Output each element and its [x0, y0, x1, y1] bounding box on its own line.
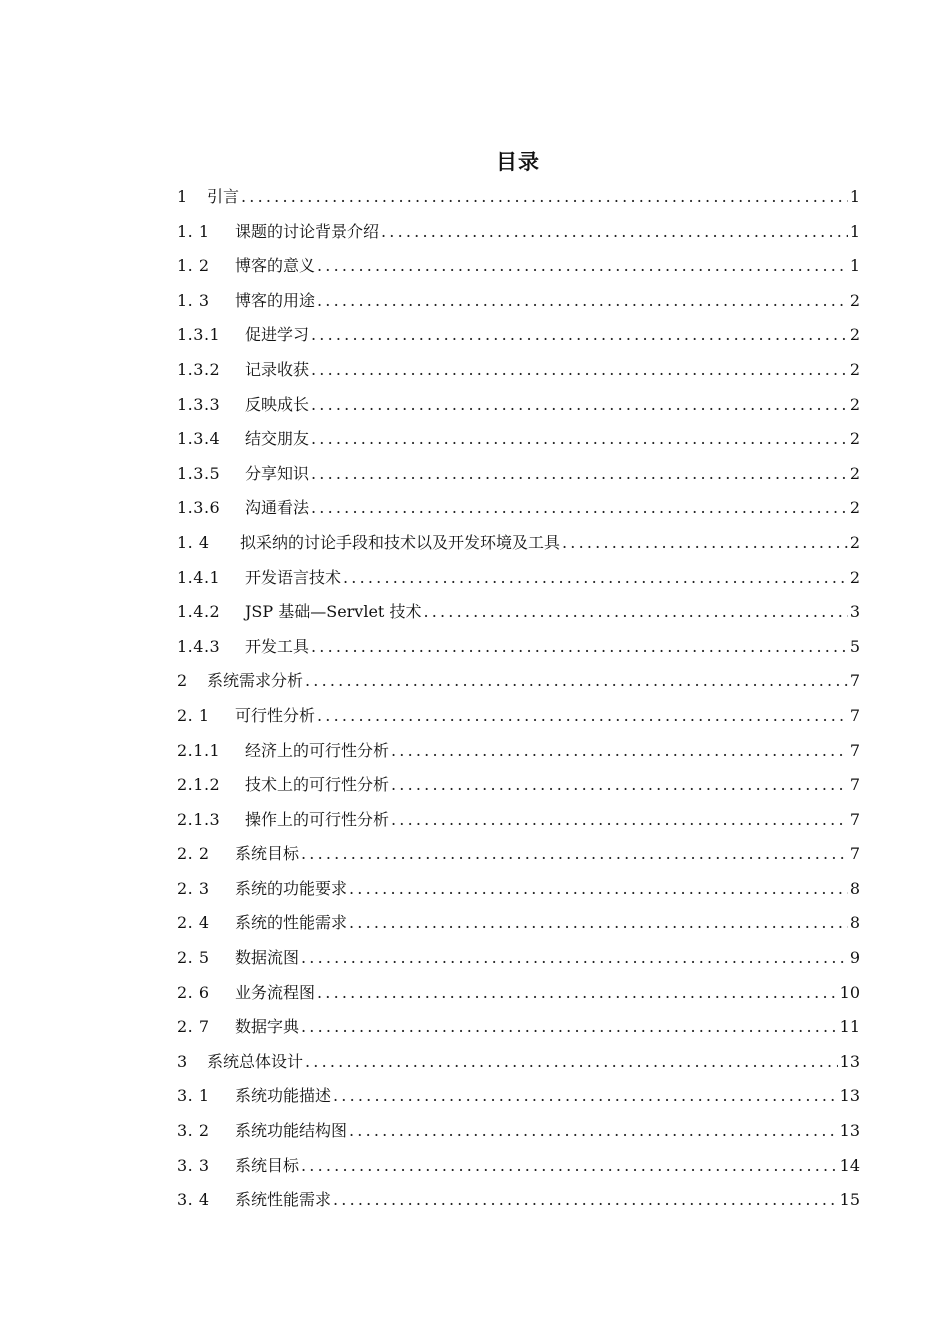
toc-entry[interactable] — [177, 872, 860, 907]
toc-entry[interactable] — [177, 976, 860, 1011]
toc-entry-title: 结交朋友 — [245, 429, 310, 449]
toc-entry-title: 促进学习 — [245, 325, 310, 345]
toc-entry[interactable] — [177, 837, 860, 872]
toc-dot-leader — [241, 180, 848, 215]
toc-entry-page: 8 — [849, 878, 860, 898]
toc-entry-number: 1 — [177, 187, 188, 206]
toc-entry-page: 2 — [849, 325, 860, 345]
toc-entry[interactable] — [177, 561, 860, 596]
toc-entry-page: 8 — [849, 913, 860, 933]
toc-entry-number: 2. 4 — [177, 913, 210, 933]
toc-entry[interactable] — [177, 215, 860, 250]
toc-entry-page: 1 — [849, 221, 860, 241]
toc-entry-title: 数据字典 — [235, 1017, 300, 1037]
toc-entry-title: JSP 基础—Servlet 技术 — [245, 602, 422, 622]
toc-entry-title: 反映成长 — [245, 394, 310, 414]
toc-entry-page: 2 — [849, 394, 860, 414]
toc-entry-number: 2. 3 — [177, 878, 210, 898]
toc-entry-number: 1.3.5 — [177, 463, 221, 483]
toc-entry-title: 记录收获 — [245, 359, 310, 379]
toc-dot-leader — [305, 1045, 838, 1080]
toc-entry-page: 5 — [849, 636, 860, 656]
toc-entry-page: 10 — [839, 982, 860, 1002]
toc-entry-number: 3. 2 — [177, 1121, 210, 1141]
toc-entry-title: 系统需求分析 — [207, 671, 304, 691]
toc-dot-leader — [317, 699, 848, 734]
toc-entry[interactable] — [177, 249, 860, 284]
toc-entry-page: 7 — [849, 705, 860, 725]
toc-entry-number: 2. 6 — [177, 982, 210, 1002]
toc-entry-title: 沟通看法 — [245, 498, 310, 518]
toc-entry-title: 分享知识 — [245, 463, 310, 483]
toc-entry[interactable] — [177, 526, 860, 561]
toc-entry-page: 13 — [839, 1086, 860, 1106]
toc-entry-page: 7 — [849, 775, 860, 795]
toc-dot-leader — [423, 595, 847, 630]
toc-dot-leader — [562, 526, 848, 561]
toc-entry-title: 系统的功能要求 — [235, 878, 348, 898]
toc-entry-number: 2 — [177, 671, 188, 691]
toc-dot-leader — [317, 284, 848, 319]
toc-entry-number: 1.3.6 — [177, 498, 221, 518]
toc-entry-title: 操作上的可行性分析 — [245, 809, 390, 829]
toc-entry-page: 2 — [849, 463, 860, 483]
toc-dot-leader — [391, 768, 848, 803]
toc-entry-page: 13 — [839, 1121, 860, 1141]
toc-entry[interactable] — [177, 1079, 860, 1114]
toc-entry[interactable] — [177, 1010, 860, 1045]
toc-dot-leader — [311, 353, 848, 388]
toc-entry[interactable] — [177, 180, 860, 215]
toc-entry-number: 2. 1 — [177, 705, 210, 725]
toc-dot-leader — [317, 976, 838, 1011]
toc-dot-leader — [333, 1079, 838, 1114]
toc-entry-number: 2.1.3 — [177, 809, 221, 829]
toc-entry-page: 7 — [849, 844, 860, 864]
toc-entry-title: 系统的性能需求 — [235, 913, 348, 933]
toc-entry-page: 9 — [849, 948, 860, 968]
toc-entry[interactable] — [177, 906, 860, 941]
toc-entry-number: 1. 2 — [177, 256, 210, 276]
toc-dot-leader — [349, 1114, 838, 1149]
toc-entry-title: 拟采纳的讨论手段和技术以及开发环境及工具 — [240, 532, 561, 552]
toc-entry[interactable] — [177, 664, 860, 699]
toc-entry[interactable] — [177, 318, 860, 353]
toc-entry-number: 1.3.3 — [177, 394, 221, 414]
toc-entry-page: 15 — [839, 1190, 860, 1210]
toc-dot-leader — [333, 1183, 838, 1218]
toc-entry-title: 数据流图 — [235, 948, 300, 968]
toc-entry-page: 14 — [839, 1155, 860, 1175]
toc-entry-page: 7 — [849, 671, 860, 691]
toc-entry-number: 3. 4 — [177, 1190, 210, 1210]
toc-dot-leader — [311, 388, 848, 423]
toc-entry-page: 13 — [839, 1051, 860, 1071]
toc-entry-title: 系统总体设计 — [207, 1051, 304, 1071]
toc-dot-leader — [311, 318, 848, 353]
toc-entry-title: 课题的讨论背景介绍 — [235, 221, 380, 241]
toc-list — [177, 180, 860, 1218]
toc-dot-leader — [391, 734, 848, 769]
toc-entry-number: 3. 3 — [177, 1155, 210, 1175]
toc-entry[interactable] — [177, 1045, 860, 1080]
toc-dot-leader — [391, 803, 848, 838]
toc-entry-page: 3 — [849, 602, 860, 622]
toc-entry-number: 2. 5 — [177, 948, 210, 968]
toc-entry-title: 开发工具 — [245, 636, 310, 656]
toc-entry-number: 1. 3 — [177, 290, 210, 310]
toc-dot-leader — [301, 1149, 838, 1184]
toc-entry-title: 博客的意义 — [235, 256, 316, 276]
toc-dot-leader — [343, 561, 848, 596]
toc-entry-page: 1 — [849, 256, 860, 276]
toc-dot-leader — [381, 215, 848, 250]
toc-entry-page: 2 — [849, 290, 860, 310]
toc-entry-page: 2 — [849, 359, 860, 379]
toc-entry-number: 2.1.2 — [177, 775, 221, 795]
toc-dot-leader — [317, 249, 848, 284]
toc-dot-leader — [349, 906, 848, 941]
toc-entry-page: 2 — [849, 532, 860, 552]
toc-entry-title: 引言 — [207, 187, 240, 206]
toc-entry[interactable] — [177, 353, 860, 388]
toc-entry[interactable] — [177, 1149, 860, 1184]
toc-entry[interactable] — [177, 491, 860, 526]
toc-dot-leader — [301, 1010, 838, 1045]
toc-entry-number: 2.1.1 — [177, 740, 221, 760]
toc-entry-number: 1.3.4 — [177, 429, 221, 449]
toc-entry[interactable] — [177, 734, 860, 769]
toc-entry[interactable] — [177, 941, 860, 976]
toc-entry-page: 2 — [849, 429, 860, 449]
toc-entry[interactable] — [177, 630, 860, 665]
toc-entry-number: 2. 2 — [177, 844, 210, 864]
toc-entry-page: 7 — [849, 740, 860, 760]
toc-entry[interactable] — [177, 699, 860, 734]
toc-entry-page: 11 — [839, 1017, 860, 1037]
toc-dot-leader — [311, 491, 848, 526]
toc-entry-number: 1. 1 — [177, 221, 210, 241]
toc-entry[interactable] — [177, 457, 860, 492]
toc-entry[interactable] — [177, 422, 860, 457]
toc-entry[interactable] — [177, 1183, 860, 1218]
toc-entry-title: 开发语言技术 — [245, 567, 342, 587]
toc-entry-title: 博客的用途 — [235, 290, 316, 310]
toc-entry-page: 1 — [849, 187, 860, 206]
toc-entry-number: 1.4.3 — [177, 636, 221, 656]
toc-entry-title: 系统功能描述 — [235, 1086, 332, 1106]
toc-title: 目录 — [496, 150, 540, 174]
toc-entry[interactable] — [177, 803, 860, 838]
toc-entry[interactable] — [177, 388, 860, 423]
toc-dot-leader — [301, 941, 848, 976]
toc-entry-title: 业务流程图 — [235, 982, 316, 1002]
toc-dot-leader — [311, 457, 848, 492]
toc-dot-leader — [349, 872, 848, 907]
toc-entry-number: 1. 4 — [177, 532, 210, 552]
toc-entry-number: 2. 7 — [177, 1017, 210, 1037]
toc-entry-title: 技术上的可行性分析 — [245, 775, 390, 795]
toc-entry-title: 系统性能需求 — [235, 1190, 332, 1210]
toc-entry-title: 系统功能结构图 — [235, 1121, 348, 1141]
toc-entry-page: 7 — [849, 809, 860, 829]
toc-entry[interactable] — [177, 284, 860, 319]
toc-entry-number: 1.4.2 — [177, 602, 221, 622]
toc-dot-leader — [311, 630, 848, 665]
toc-dot-leader — [311, 422, 848, 457]
toc-entry[interactable] — [177, 595, 860, 630]
toc-entry-title: 系统目标 — [235, 1155, 300, 1175]
toc-entry-number: 3 — [177, 1051, 188, 1071]
toc-entry-page: 2 — [849, 567, 860, 587]
toc-entry-title: 经济上的可行性分析 — [245, 740, 390, 760]
toc-entry-number: 3. 1 — [177, 1086, 210, 1106]
toc-entry-title: 可行性分析 — [235, 705, 316, 725]
toc-entry-number: 1.4.1 — [177, 567, 221, 587]
toc-entry-page: 2 — [849, 498, 860, 518]
toc-dot-leader — [301, 837, 848, 872]
toc-entry[interactable] — [177, 1114, 860, 1149]
toc-entry[interactable] — [177, 768, 860, 803]
toc-dot-leader — [305, 664, 848, 699]
toc-entry-title: 系统目标 — [235, 844, 300, 864]
toc-entry-number: 1.3.2 — [177, 359, 221, 379]
toc-entry-number: 1.3.1 — [177, 325, 221, 345]
